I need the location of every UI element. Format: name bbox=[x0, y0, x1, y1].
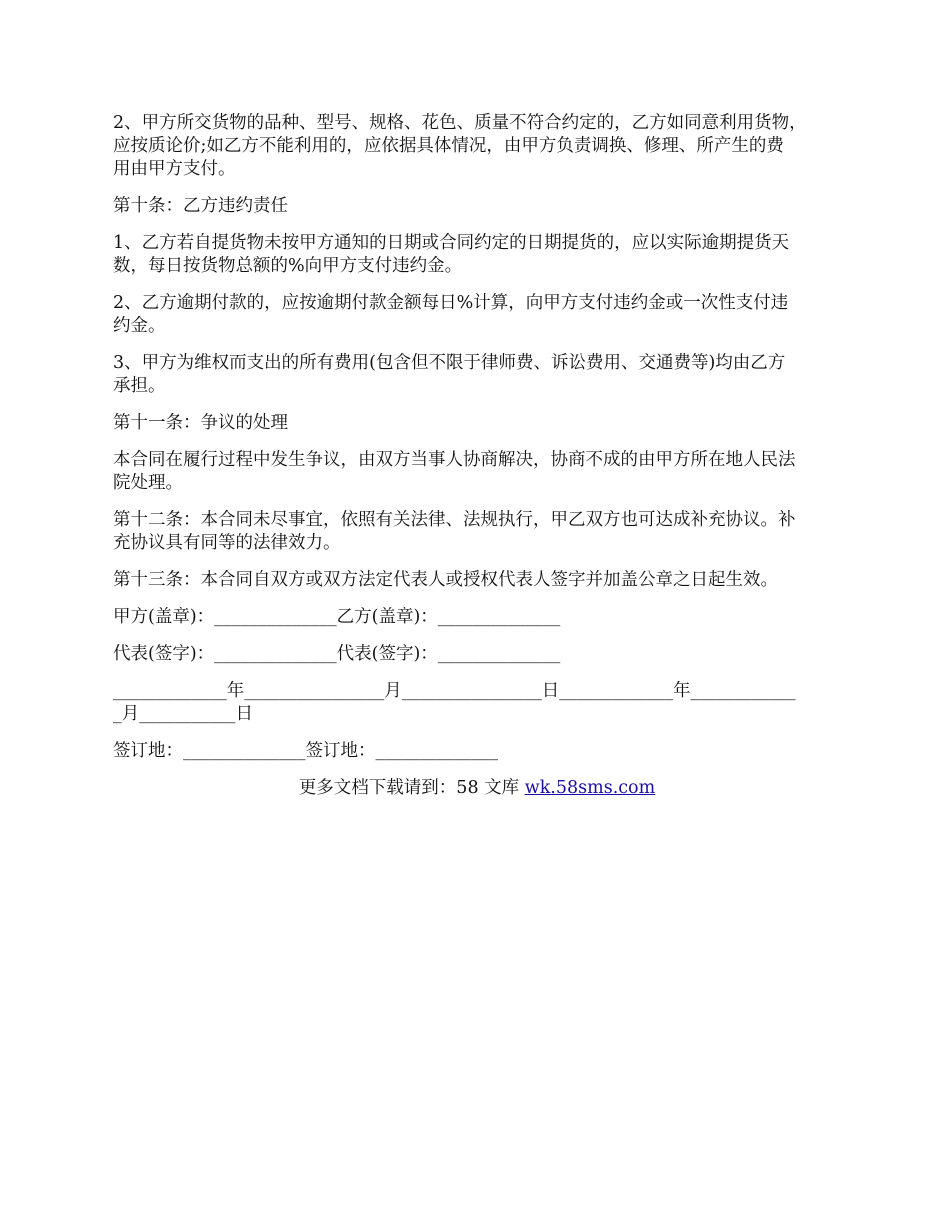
text-line: 应按质论价;如乙方不能利用的，应依据具体情况，由甲方负责调换、修理、所产生的费 bbox=[113, 136, 784, 156]
text-line: 本合同在履行过程中发生争议，由双方当事人协商解决，协商不成的由甲方所在地人民法 bbox=[113, 450, 796, 470]
text-line: 1、乙方若自提货物未按甲方通知的日期或合同约定的日期提货的，应以实际逾期提货天 bbox=[113, 233, 790, 253]
text-line: 用由甲方支付。 bbox=[113, 159, 236, 179]
text-line: 第十一条：争议的处理 bbox=[113, 413, 288, 433]
paragraph bbox=[113, 352, 841, 398]
text-line: 2、乙方逾期付款的，应按逾期付款金额每日%计算，向甲方支付违约金或一次性支付违 bbox=[113, 293, 789, 313]
text-line: 承担。 bbox=[113, 376, 166, 396]
text-line: 第十二条：本合同未尽事宜，依照有关法律、法规执行，甲乙双方也可达成补充协议。补 bbox=[113, 510, 796, 530]
text-line: 签订地：______________签订地：______________ bbox=[113, 741, 498, 761]
download-footer bbox=[113, 777, 841, 800]
signature-party-line bbox=[113, 606, 841, 629]
section-heading bbox=[113, 195, 841, 218]
signature-date-line bbox=[113, 680, 841, 726]
paragraph bbox=[113, 449, 841, 495]
signature-place-line bbox=[113, 740, 841, 763]
text-line: 院处理。 bbox=[113, 473, 183, 493]
paragraph bbox=[113, 509, 841, 555]
signature-representative-line bbox=[113, 643, 841, 666]
text-line: 第十三条：本合同自双方或双方法定代表人或授权代表人签字并加盖公章之日起生效。 bbox=[113, 570, 778, 590]
document-page bbox=[113, 112, 841, 800]
text-line: _____________年________________月________________日_____________年____________ bbox=[113, 681, 796, 701]
text-line: 代表(签字)：______________代表(签字)：______________ bbox=[113, 644, 561, 664]
footer-link[interactable]: wk.58sms.com bbox=[524, 778, 656, 798]
paragraph bbox=[113, 292, 841, 338]
text-line: 甲方(盖章)：______________乙方(盖章)：______________ bbox=[113, 607, 561, 627]
text-line: 数，每日按货物总额的%向甲方支付违约金。 bbox=[113, 256, 463, 276]
text-line: _月___________日 bbox=[113, 704, 253, 724]
text-line: 充协议具有同等的法律效力。 bbox=[113, 533, 341, 553]
section-heading bbox=[113, 412, 841, 435]
footer-text: 更多文档下载请到：58 文库 bbox=[298, 778, 525, 798]
text-line: 约金。 bbox=[113, 316, 166, 336]
text-line: 2、甲方所交货物的品种、型号、规格、花色、质量不符合约定的，乙方如同意利用货物， bbox=[113, 113, 807, 133]
paragraph bbox=[113, 569, 841, 592]
text-line: 第十条：乙方违约责任 bbox=[113, 196, 288, 216]
text-line: 3、甲方为维权而支出的所有费用(包含但不限于律师费、诉讼费用、交通费等)均由乙方 bbox=[113, 353, 786, 373]
paragraph bbox=[113, 112, 841, 181]
paragraph bbox=[113, 232, 841, 278]
